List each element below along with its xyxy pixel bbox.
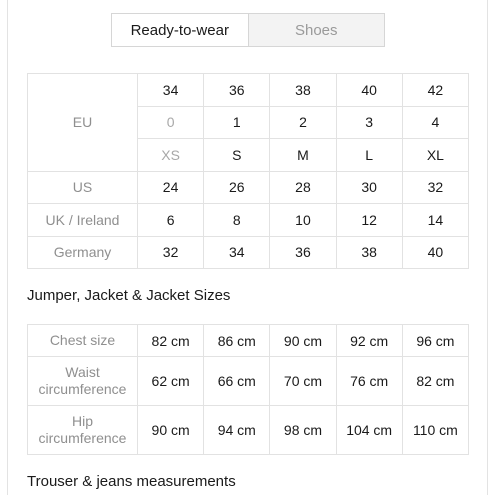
table-row [28, 204, 469, 237]
table-cell: 82 cm [402, 357, 468, 406]
table-cell: L [336, 139, 402, 172]
table-cell: 24 [138, 171, 204, 204]
page-edge-right [487, 0, 488, 495]
jumper-measurements-table [27, 324, 469, 455]
table-cell: 32 [402, 171, 468, 204]
section-title-jumper-jacket: Jumper, Jacket & Jacket Sizes [27, 287, 231, 304]
table-cell: 34 [204, 236, 270, 269]
table-cell: 0 [138, 106, 204, 139]
table-cell: 32 [138, 236, 204, 269]
table-row [28, 171, 469, 204]
tab-ready-to-wear[interactable]: Ready-to-wear [112, 14, 249, 46]
size-category-tabs [111, 13, 385, 47]
table-cell: 42 [402, 74, 468, 107]
table-cell: 90 cm [138, 406, 204, 455]
table-cell: 4 [402, 106, 468, 139]
row-label-eu: EU [28, 74, 138, 172]
row-label-uk-ireland: UK / Ireland [28, 204, 138, 237]
table-cell: 92 cm [336, 325, 402, 357]
row-label-waist-circumference: Waist circumference [28, 357, 138, 406]
table-cell: 2 [270, 106, 336, 139]
table-cell: 30 [336, 171, 402, 204]
table-cell: 6 [138, 204, 204, 237]
tab-shoes[interactable]: Shoes [249, 14, 385, 46]
table-cell: XS [138, 139, 204, 172]
table-cell: 26 [204, 171, 270, 204]
table-cell: 82 cm [138, 325, 204, 357]
table-cell: 86 cm [204, 325, 270, 357]
row-label-hip-circumference: Hip circumference [28, 406, 138, 455]
table-cell: 90 cm [270, 325, 336, 357]
table-cell: 36 [204, 74, 270, 107]
row-label-us: US [28, 171, 138, 204]
row-label-germany: Germany [28, 236, 138, 269]
table-cell: 94 cm [204, 406, 270, 455]
page-edge-left [7, 0, 8, 495]
table-row [28, 325, 469, 357]
table-cell: 36 [270, 236, 336, 269]
table-cell: 110 cm [402, 406, 468, 455]
table-cell: S [204, 139, 270, 172]
table-cell: 38 [270, 74, 336, 107]
table-cell: 40 [402, 236, 468, 269]
section-title-trouser-jeans: Trouser & jeans measurements [27, 473, 236, 490]
table-cell: 38 [336, 236, 402, 269]
table-cell: 28 [270, 171, 336, 204]
table-row [28, 74, 469, 107]
table-cell: 8 [204, 204, 270, 237]
table-cell: 104 cm [336, 406, 402, 455]
table-cell: 12 [336, 204, 402, 237]
table-cell: XL [402, 139, 468, 172]
table-cell: 66 cm [204, 357, 270, 406]
table-cell: 98 cm [270, 406, 336, 455]
table-cell: 10 [270, 204, 336, 237]
table-cell: M [270, 139, 336, 172]
row-label-chest-size: Chest size [28, 325, 138, 357]
table-row [28, 406, 469, 455]
size-conversion-table [27, 73, 469, 269]
table-cell: 3 [336, 106, 402, 139]
table-cell: 1 [204, 106, 270, 139]
table-cell: 14 [402, 204, 468, 237]
table-cell: 70 cm [270, 357, 336, 406]
table-cell: 76 cm [336, 357, 402, 406]
table-cell: 34 [138, 74, 204, 107]
table-cell: 62 cm [138, 357, 204, 406]
table-row [28, 357, 469, 406]
table-cell: 96 cm [402, 325, 468, 357]
table-cell: 40 [336, 74, 402, 107]
table-row [28, 236, 469, 269]
